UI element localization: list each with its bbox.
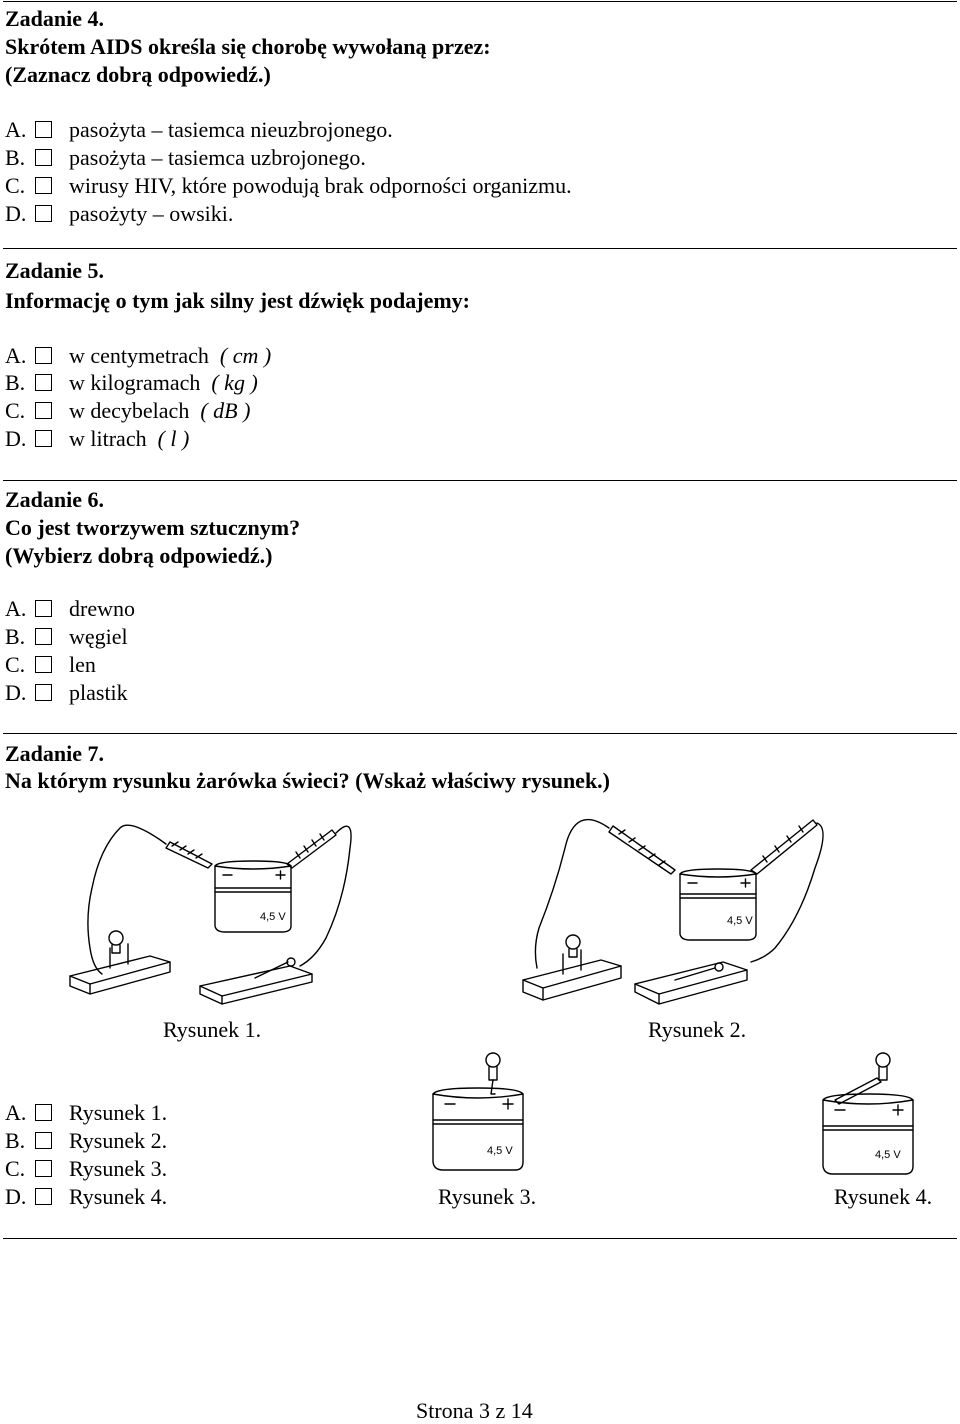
option-text: węgiel (69, 624, 128, 649)
checkbox[interactable] (35, 684, 52, 701)
option-letter: C. (5, 1156, 26, 1181)
option-letter: C. (5, 173, 26, 198)
page-number: Strona 3 z 14 (416, 1398, 533, 1423)
checkbox[interactable] (35, 1188, 52, 1205)
task6-instruction: (Wybierz dobrą odpowiedź.) (5, 543, 273, 568)
task7-question: Na którym rysunku żarówka świeci? (Wskaż właściwy rysunek.) (5, 768, 610, 793)
battery-label: 4,5 V (875, 1149, 901, 1161)
option-letter: D. (5, 680, 27, 705)
task4-option-a[interactable] (5, 117, 393, 143)
option-letter: C. (5, 652, 26, 677)
checkbox[interactable] (35, 121, 52, 138)
task7-title: Zadanie 7. (5, 741, 105, 766)
task4-option-d[interactable] (5, 201, 233, 227)
battery-label: 4,5 V (487, 1145, 513, 1157)
checkbox[interactable] (35, 347, 52, 364)
option-letter: C. (5, 398, 26, 423)
checkbox[interactable] (35, 402, 52, 419)
checkbox[interactable] (35, 628, 52, 645)
divider (3, 248, 957, 249)
checkbox[interactable] (35, 149, 52, 166)
task6-option-d[interactable] (5, 680, 128, 706)
option-text: w kilogramach (69, 370, 201, 395)
checkbox[interactable] (35, 177, 52, 194)
figure-2-circuit-drawing (515, 808, 835, 1008)
checkbox[interactable] (35, 205, 52, 222)
task7-option-c[interactable] (5, 1156, 167, 1182)
task4-option-b[interactable] (5, 145, 366, 171)
figure-1-caption: Rysunek 1. (163, 1017, 262, 1042)
checkbox[interactable] (35, 430, 52, 447)
task6-option-c[interactable] (5, 652, 96, 678)
option-letter: A. (5, 596, 27, 621)
task6-title: Zadanie 6. (5, 487, 105, 512)
option-letter: D. (5, 426, 27, 451)
battery-label: 4,5 V (260, 911, 286, 923)
task6-option-a[interactable] (5, 596, 135, 622)
option-unit: ( dB ) (200, 398, 251, 423)
option-text: w decybelach (69, 398, 190, 423)
option-letter: A. (5, 1100, 27, 1125)
option-text: w centymetrach (69, 343, 209, 368)
checkbox[interactable] (35, 600, 52, 617)
figure-4-battery-bulb-drawing (815, 1050, 925, 1180)
battery-label: 4,5 V (727, 915, 753, 927)
option-text: pasożyty – owsiki. (69, 201, 234, 226)
option-letter: A. (5, 117, 27, 142)
task7-option-d[interactable] (5, 1184, 167, 1210)
checkbox[interactable] (35, 374, 52, 391)
option-letter: D. (5, 1184, 27, 1209)
checkbox[interactable] (35, 1104, 52, 1121)
option-text: plastik (69, 680, 128, 705)
task4-option-c[interactable] (5, 173, 572, 199)
option-text: len (69, 652, 96, 677)
option-unit: ( kg ) (211, 370, 258, 395)
option-letter: B. (5, 1128, 26, 1153)
task5-option-a[interactable] (5, 343, 271, 369)
option-letter: D. (5, 201, 27, 226)
option-text: Rysunek 3. (69, 1156, 168, 1181)
figure-3-battery-bulb-drawing (425, 1050, 535, 1180)
divider (3, 733, 957, 734)
task5-option-c[interactable] (5, 398, 250, 424)
option-text: pasożyta – tasiemca uzbrojonego. (69, 145, 366, 170)
top-divider (3, 1, 957, 2)
task5-option-d[interactable] (5, 426, 189, 452)
option-text: wirusy HIV, które powodują brak odporności organizmu. (69, 173, 572, 198)
option-letter: A. (5, 343, 27, 368)
task4-title: Zadanie 4. (5, 6, 105, 31)
task7-option-a[interactable] (5, 1100, 167, 1126)
task5-title: Zadanie 5. (5, 258, 105, 283)
option-text: pasożyta – tasiemca nieuzbrojonego. (69, 117, 393, 142)
option-text: drewno (69, 596, 135, 621)
option-text: Rysunek 4. (69, 1184, 168, 1209)
checkbox[interactable] (35, 656, 52, 673)
option-text: Rysunek 1. (69, 1100, 168, 1125)
task6-question: Co jest tworzywem sztucznym? (5, 515, 301, 540)
task4-question: Skrótem AIDS określa się chorobę wywołaną przez: (5, 34, 491, 59)
figure-4-caption: Rysunek 4. (834, 1184, 933, 1209)
checkbox[interactable] (35, 1132, 52, 1149)
option-letter: B. (5, 370, 26, 395)
checkbox[interactable] (35, 1160, 52, 1177)
figure-2-caption: Rysunek 2. (648, 1017, 747, 1042)
option-unit: ( l ) (157, 426, 190, 451)
divider (3, 1238, 957, 1239)
task5-question: Informację o tym jak silny jest dźwięk podajemy: (5, 288, 470, 313)
divider (3, 480, 957, 481)
figure-3-caption: Rysunek 3. (438, 1184, 537, 1209)
option-text: w litrach (69, 426, 147, 451)
option-letter: B. (5, 624, 26, 649)
task5-option-b[interactable] (5, 370, 258, 396)
task6-option-b[interactable] (5, 624, 128, 650)
task7-option-b[interactable] (5, 1128, 167, 1154)
option-letter: B. (5, 145, 26, 170)
figure-1-circuit-drawing (60, 808, 380, 1008)
task4-instruction: (Zaznacz dobrą odpowiedź.) (5, 62, 271, 87)
option-unit: ( cm ) (219, 343, 272, 368)
option-text: Rysunek 2. (69, 1128, 168, 1153)
